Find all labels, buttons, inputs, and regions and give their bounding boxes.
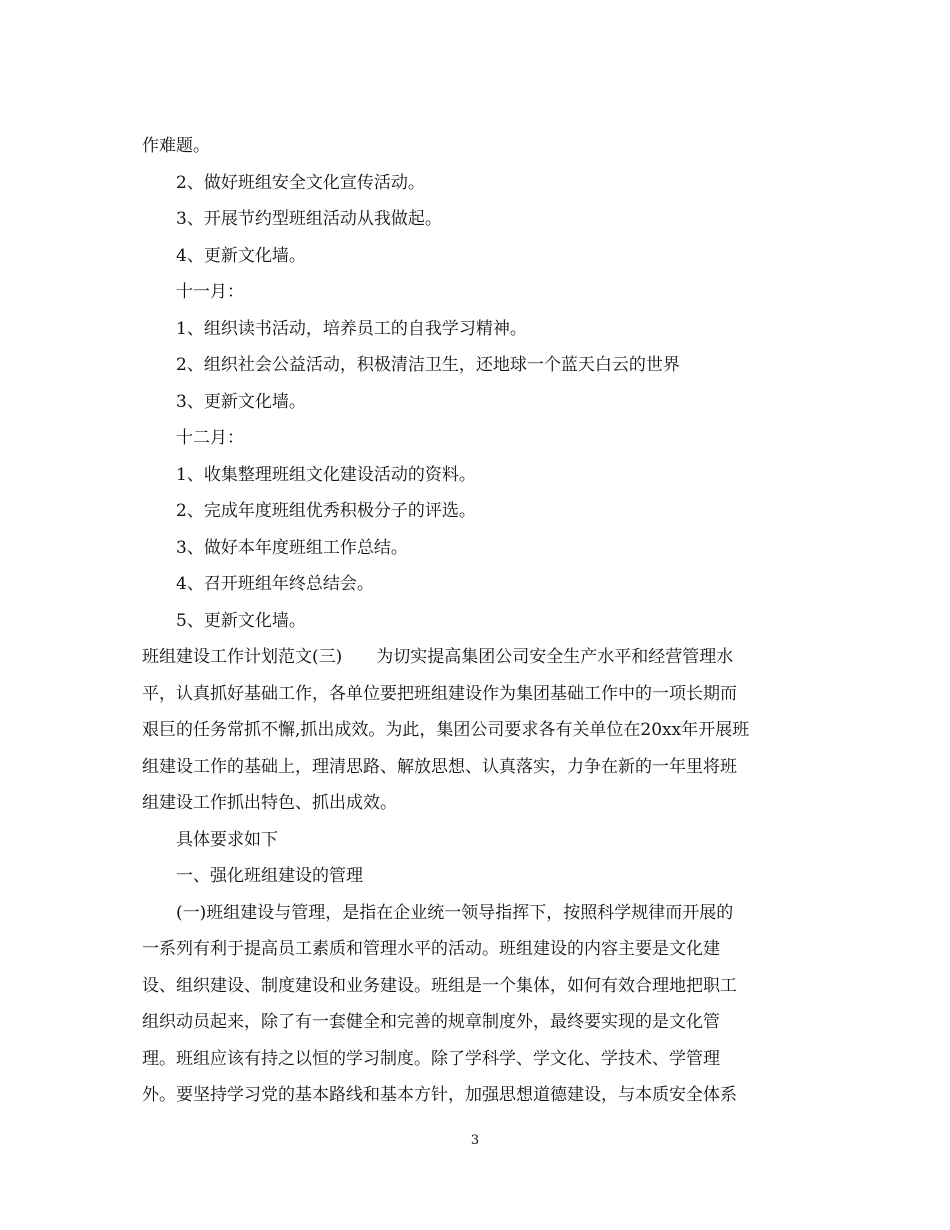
text-line: 组建设工作抓出特色、抓出成效。 — [142, 793, 397, 813]
text-line: 具体要求如下 — [176, 829, 278, 850]
text-line: 2、做好班组安全文化宣传活动。 — [176, 172, 425, 193]
text-line: 4、更新文化墙。 — [176, 245, 306, 266]
page-number: 3 — [470, 1133, 480, 1148]
text-line: 3、更新文化墙。 — [176, 391, 306, 412]
text-line: 一系列有利于提高员工素质和管理水平的活动。班组建设的内容主要是文化建 — [142, 939, 720, 959]
text-line: 十二月： — [176, 428, 244, 448]
text-line: 3、做好本年度班组工作总结。 — [176, 537, 408, 558]
text-line: 组建设工作的基础上，理清思路、解放思想、认真落实，力争在新的一年里将班 — [142, 756, 737, 777]
text-line: 一、强化班组建设的管理 — [176, 866, 363, 886]
text-line: 1、组织读书活动，培养员工的自我学习精神。 — [176, 318, 527, 339]
text-line: 艰巨的任务常抓不懈,抓出成效。为此，集团公司要求各有关单位在20xx年开展班 — [142, 720, 750, 740]
text-line: 外。要坚持学习党的基本路线和基本方针，加强思想道德建设，与本质安全体系 — [142, 1085, 737, 1105]
text-line: 作难题。 — [142, 136, 210, 156]
text-line: 组织动员起来，除了有一套健全和完善的规章制度外，最终要实现的是文化管 — [142, 1012, 720, 1032]
text-line: 3、开展节约型班组活动从我做起。 — [176, 209, 442, 229]
text-line: 十一月： — [176, 282, 244, 302]
text-line: 2、组织社会公益活动，积极清洁卫生，还地球一个蓝天白云的世界 — [176, 355, 680, 375]
text-line: 平，认真抓好基础工作，各单位要把班组建设作为集团基础工作中的一项长期而 — [142, 683, 737, 704]
text-line: 4、召开班组年终总结会。 — [176, 574, 374, 594]
text-line: 1、收集整理班组文化建设活动的资料。 — [176, 464, 476, 485]
text-line: 5、更新文化墙。 — [176, 610, 306, 631]
text-line: 设、组织建设、制度建设和业务建设。班组是一个集体，如何有效合理地把职工 — [142, 975, 737, 996]
text-line: 理。班组应该有持之以恒的学习制度。除了学科学、学文化、学技术、学管理 — [142, 1048, 720, 1069]
text-line: (一)班组建设与管理，是指在企业统一领导指挥下，按照科学规律而开展的 — [176, 902, 734, 923]
document-body — [142, 128, 822, 1114]
text-line: 班组建设工作计划范文(三) 为切实提高集团公司安全生产水平和经营管理水 — [142, 647, 734, 667]
text-line: 2、完成年度班组优秀积极分子的评选。 — [176, 501, 476, 521]
